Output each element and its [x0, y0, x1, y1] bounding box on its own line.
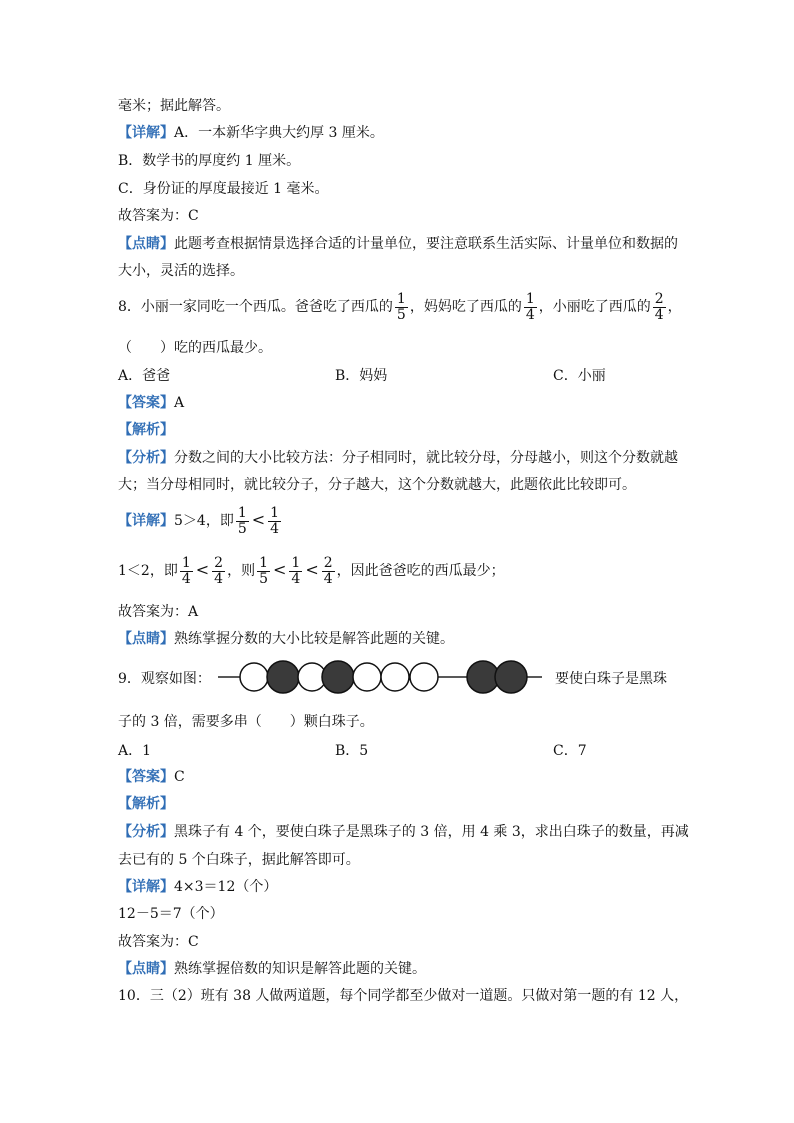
question-9-line2: 子的 3 倍，需要多串（ ）颗白珠子。 [118, 714, 374, 730]
fraction: $\frac{1}{4}$ [181, 554, 191, 587]
bead-string-figure [214, 655, 544, 699]
comment-tag: 【点睛】 [118, 961, 174, 977]
answer-tag: 【答案】 [118, 769, 174, 785]
black-bead [322, 661, 354, 693]
comment-line: 【点睛】此题考查根据情景选择合适的计量单位，要注意联系生活实际、计量单位和数据的 [118, 236, 678, 252]
comment-tag: 【点睛】 [118, 631, 174, 647]
analysis-line: 去已有的 5 个白珠子，据此解答即可。 [118, 852, 360, 868]
option-b: B．5 [335, 743, 369, 759]
comment-line: 【点睛】熟练掌握分数的大小比较是解答此题的关键。 [118, 631, 454, 647]
option-b: B．妈妈 [335, 368, 388, 384]
fraction: $\frac{2}{4}$ [214, 554, 224, 587]
fraction: $\frac{1}{4}$ [291, 554, 301, 587]
detail-line: 12－5＝7（个） [118, 906, 224, 922]
option-a: A．1 [118, 743, 152, 759]
analysis-heading: 【解析】 [118, 796, 174, 812]
fraction: $\frac{1}{4}$ [525, 290, 535, 323]
text-line: 毫米；据此解答。 [118, 98, 230, 114]
comment-tag: 【点睛】 [118, 236, 174, 252]
comment-line: 【点睛】熟练掌握倍数的知识是解答此题的关键。 [118, 961, 426, 977]
fraction: $\frac{2}{4}$ [323, 554, 333, 587]
black-bead [495, 661, 527, 693]
option-a: A．爸爸 [118, 368, 171, 384]
text-line: C．身份证的厚度最接近 1 毫米。 [118, 181, 329, 197]
analysis-heading: 【解析】 [118, 422, 174, 438]
text-line: 大小，灵活的选择。 [118, 263, 244, 279]
question-9-suffix: 要使白珠子是黑珠 [555, 671, 667, 687]
detail-line: 【详解】5＞4，即 $\frac{1}{5}$ < $\frac{1}{4}$ [118, 504, 280, 537]
option-c: C．7 [553, 743, 587, 759]
fraction: $\frac{1}{5}$ [259, 554, 268, 587]
white-bead [381, 663, 409, 691]
white-bead [353, 663, 381, 691]
black-bead [267, 661, 299, 693]
detail-line: 【详解】A．一本新华字典大约厚 3 厘米。 [118, 125, 384, 141]
question-8-line2: （ ）吃的西瓜最少。 [118, 340, 272, 356]
question-9-prefix: 9．观察如图： [118, 671, 211, 687]
analysis-tag: 【分析】 [118, 450, 174, 466]
answer-line: 故答案为：A [118, 604, 199, 620]
fraction: $\frac{2}{4}$ [654, 290, 664, 323]
analysis-line: 【分析】黑珠子有 4 个，要使白珠子是黑珠子的 3 倍，用 4 乘 3，求出白珠子的数量，再减 [118, 824, 689, 840]
fraction: $\frac{1}{5}$ [396, 290, 406, 323]
detail-line: 1＜2，即 $\frac{1}{4}$ < $\frac{2}{4}$ ，则 $\frac{1}{5}$ < $\frac{1}{4}$ < $\frac{2}{4}$ ，因此爸爸吃的西瓜最少； [118, 554, 505, 587]
question-8-stem: 8．小丽一家同吃一个西瓜。爸爸吃了西瓜的 $\frac{1}{5}$ ，妈妈吃了西瓜的 $\frac{1}{4}$ ，小丽吃了西瓜的 $\frac{2}{4}$ ， [118, 290, 682, 323]
detail-tag: 【详解】 [118, 879, 174, 895]
answer-line: 故答案为：C [118, 208, 199, 224]
option-c: C．小丽 [553, 368, 606, 384]
text-line: B．数学书的厚度约 1 厘米。 [118, 153, 301, 169]
answer-line: 故答案为：C [118, 934, 199, 950]
question-10-stem: 10．三（2）班有 38 人做两道题，每个同学都至少做对一道题。只做对第一题的有 12 人， [118, 988, 689, 1004]
fraction: $\frac{1}{4}$ [270, 504, 280, 537]
detail-tag: 【详解】 [118, 513, 174, 529]
detail-line: 【详解】4×3＝12（个） [118, 879, 278, 895]
analysis-line: 大；当分母相同时，就比较分子，分子越大，这个分数就越大，此题依此比较即可。 [118, 477, 636, 493]
analysis-line: 【分析】分数之间的大小比较方法：分子相同时，就比较分母，分母越小，则这个分数就越 [118, 450, 678, 466]
black-bead [467, 661, 499, 693]
answer-tag: 【答案】 [118, 395, 174, 411]
analysis-tag: 【分析】 [118, 824, 174, 840]
white-bead [410, 663, 438, 691]
fraction: $\frac{1}{5}$ [237, 504, 247, 537]
white-bead [240, 663, 268, 691]
answer-line: 【答案】C [118, 769, 185, 785]
answer-line: 【答案】A [118, 395, 185, 411]
detail-tag: 【详解】 [118, 125, 174, 141]
